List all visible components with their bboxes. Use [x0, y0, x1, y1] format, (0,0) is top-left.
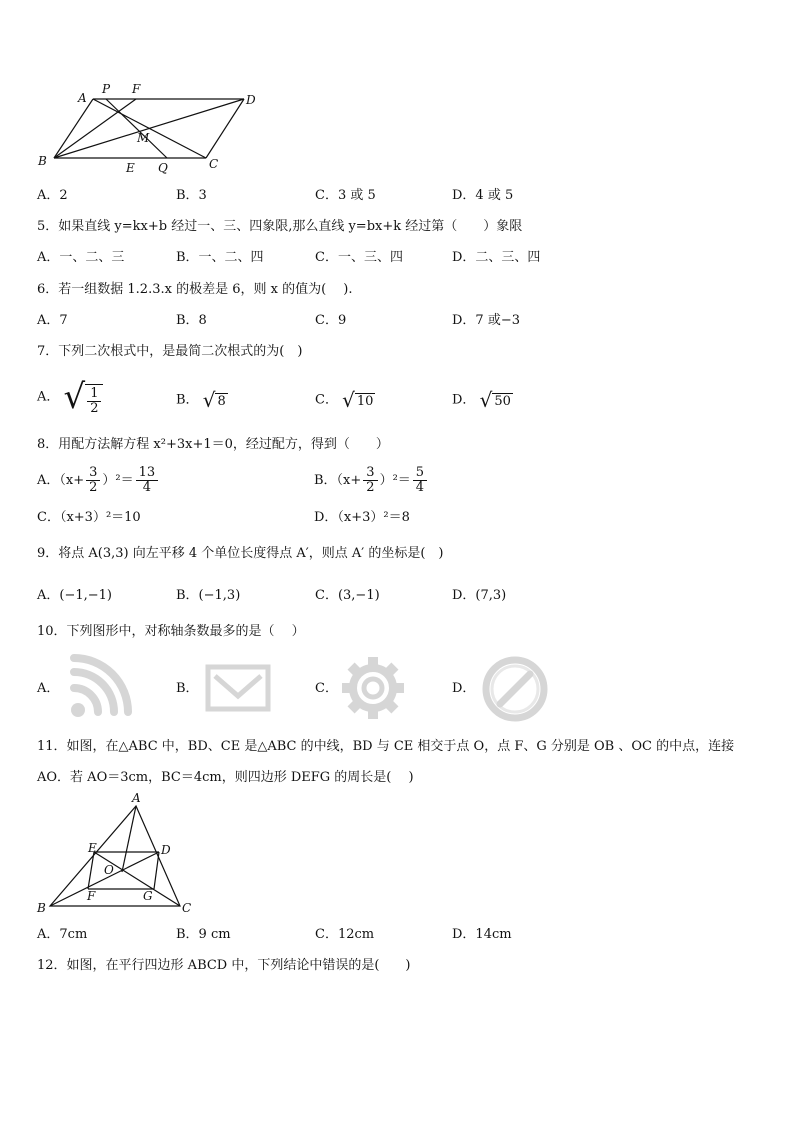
- q8-b-frac-num: 3: [363, 466, 377, 481]
- q7-option-a: [37, 378, 103, 417]
- q10-stem: 10．下列图形中，对称轴条数最多的是（ ）: [37, 624, 305, 639]
- radical-sign: √: [479, 388, 493, 412]
- q5-option-b: B．一、二、四: [176, 250, 264, 265]
- q7-option-b: [176, 390, 228, 410]
- q8-a-mid: ）²＝: [102, 473, 134, 488]
- q6-option-b: B．8: [176, 313, 207, 328]
- label-D: D: [246, 93, 256, 107]
- label-E: E: [88, 841, 97, 855]
- triangle-figure-q11: [30, 792, 200, 920]
- q7-a-prefix: A．: [37, 389, 60, 405]
- q7-option-d: [452, 390, 513, 410]
- label-C: C: [182, 901, 192, 915]
- q4-option-c: C．3 或 5: [315, 188, 376, 203]
- q9-option-c: C．(3,−1): [315, 588, 380, 603]
- q8-a-rhs-den: 4: [142, 480, 152, 495]
- q4-option-a: A．2: [37, 188, 68, 203]
- q7-stem: 7．下列二次根式中，是最简二次根式的为( ): [37, 344, 303, 359]
- label-G: G: [143, 889, 153, 903]
- q7-a-den: 2: [90, 401, 99, 416]
- q11-stem-line2: AO．若 AO＝3cm，BC＝4cm，则四边形 DEFG 的周长是( ): [37, 770, 414, 785]
- label-A: A: [78, 91, 87, 105]
- q4-option-b: B．3: [176, 188, 207, 203]
- q8-b-frac-den: 2: [366, 480, 375, 495]
- q9-stem: 9．将点 A(3,3) 向左平移 4 个单位长度得点 A′，则点 A′ 的坐标是( ): [37, 546, 444, 561]
- label-E: E: [126, 161, 135, 175]
- no-entry-icon: [482, 656, 548, 722]
- q8-b-mid: ）²＝: [379, 473, 411, 488]
- label-B: B: [37, 901, 46, 915]
- label-B: B: [38, 154, 47, 168]
- q6-option-d: D．7 或−3: [452, 313, 520, 328]
- q4-option-d: D．4 或 5: [452, 188, 514, 203]
- q8-b-rhs-num: 5: [413, 466, 427, 481]
- q7-b-radicand: 8: [217, 394, 226, 409]
- q6-option-c: C．9: [315, 313, 347, 328]
- q9-option-a: A．(−1,−1): [37, 588, 112, 603]
- q10-option-c-label: C．: [315, 681, 338, 696]
- label-F: F: [132, 82, 141, 96]
- q8-stem: 8．用配方法解方程 x²+3x+1＝0，经过配方，得到（ ）: [37, 437, 389, 452]
- label-Q: Q: [158, 161, 168, 175]
- label-O: O: [104, 863, 114, 877]
- radical-sign: √: [63, 377, 86, 417]
- q9-option-b: B．(−1,3): [176, 588, 241, 603]
- q8-b-prefix: B．（x+: [314, 473, 362, 488]
- q8-b-rhs-den: 4: [415, 480, 425, 495]
- label-A: A: [132, 792, 141, 805]
- q9-option-d: D．(7,3): [452, 588, 507, 603]
- q12-stem: 12．如图，在平行四边形 ABCD 中，下列结论中错误的是( ): [37, 958, 411, 973]
- q10-option-a-label: A．: [37, 681, 60, 696]
- q11-option-b: B．9 cm: [176, 927, 231, 942]
- q11-option-c: C．12cm: [315, 927, 375, 942]
- q11-option-d: D．14cm: [452, 927, 512, 942]
- label-M: M: [137, 131, 150, 145]
- q7-d-prefix: D．: [452, 392, 476, 408]
- q8-a-frac-den: 2: [89, 480, 98, 495]
- q6-stem: 6．若一组数据 1.2.3.x 的极差是 6，则 x 的值为( ).: [37, 282, 353, 297]
- radical-sign: √: [342, 388, 355, 412]
- q10-option-b-label: B．: [176, 681, 199, 696]
- q8-a-frac-num: 3: [86, 466, 100, 481]
- label-C: C: [209, 157, 219, 171]
- sqrt-one-half: [64, 378, 104, 416]
- q8-option-a: [37, 465, 160, 497]
- q5-option-c: C．一、三、四: [315, 250, 403, 265]
- q10-option-d-label: D．: [452, 681, 476, 696]
- q5-option-d: D．二、三、四: [452, 250, 541, 265]
- q8-a-prefix: A．（x+: [37, 473, 85, 488]
- mail-icon: [205, 664, 271, 712]
- parallelogram-figure-q4: [30, 80, 270, 178]
- q8-option-c: C．（x+3）²＝10: [37, 510, 141, 525]
- q8-option-b: [314, 465, 429, 497]
- q7-option-c: [315, 390, 375, 410]
- q8-option-d: D．（x+3）²＝8: [314, 510, 410, 525]
- q7-c-prefix: C．: [315, 392, 338, 408]
- q5-stem: 5．如果直线 y=kx+b 经过一、三、四象限,那么直线 y=bx+k 经过第（ ）象限: [37, 219, 523, 234]
- q6-option-a: A．7: [37, 313, 68, 328]
- label-F: F: [87, 889, 96, 903]
- q11-stem-line1: 11．如图，在△ABC 中，BD、CE 是△ABC 的中线，BD 与 CE 相交于点 O，点 F、G 分别是 OB 、OC 的中点，连接: [37, 739, 735, 754]
- q8-a-rhs-num: 13: [136, 466, 159, 481]
- q5-option-a: A．一、二、三: [37, 250, 125, 265]
- label-P: P: [102, 82, 111, 96]
- gear-icon: [340, 655, 406, 721]
- q7-b-prefix: B．: [176, 392, 199, 408]
- radical-sign: √: [202, 388, 216, 412]
- q11-option-a: A．7cm: [37, 927, 88, 942]
- q7-a-num: 1: [87, 387, 101, 402]
- wifi-icon: [64, 654, 132, 722]
- q7-c-radicand: 10: [356, 394, 374, 409]
- label-D: D: [161, 843, 171, 857]
- q7-d-radicand: 50: [494, 394, 511, 409]
